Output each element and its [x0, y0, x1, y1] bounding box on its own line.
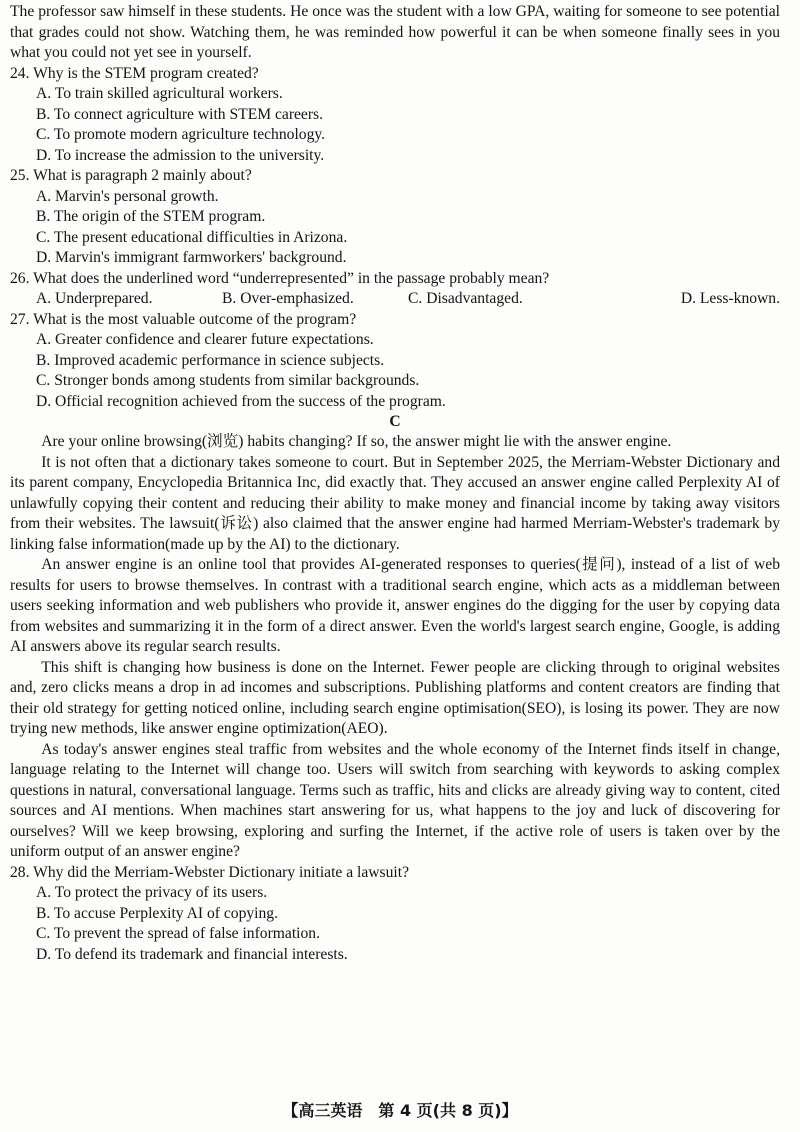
option-d: D. Official recognition achieved from the success of the program. [36, 392, 446, 410]
option-c: C. To prevent the spread of false information. [36, 925, 320, 942]
option-d: D. Less-known. [680, 290, 780, 307]
passage-paragraph: This shift is changing how business is done on the Internet. Fewer people are clicking through to original websites and, zero clicks means a drop in ad incomes and subscriptions. Publishing platforms and content creators are finding that their old strategy for getting noticed online, including search engine optimisation(SEO), is losing its power. They are now trying new methods, like answer engine optimization(AEO). [10, 658, 780, 737]
question-stem: 25. What is paragraph 2 mainly about? [10, 167, 252, 184]
section-heading: C [389, 413, 401, 430]
question-stem: 27. What is the most valuable outcome of the program? [10, 310, 357, 328]
option-d: D. To defend its trademark and financial interests. [36, 945, 348, 963]
option-a: A. Greater confidence and clearer future expectations. [36, 331, 374, 348]
passage-paragraph: It is not often that a dictionary takes someone to court. But in September 2025, the Merriam-Webster Dictionary and its parent company, Encyclopedia Britannica Inc, did exactly that. They accused an answer engine called Perplexity AI of unlawfully copying their content and reducing their ability to make money and financial income by taking away visitors from their websites. The lawsuit(诉讼) also claimed that the answer engine had harmed Merriam-Webster's trademark by linking false information(made up by the AI) to the dictionary. [10, 453, 780, 553]
question-28 [10, 863, 780, 966]
option-a: A. To protect the privacy of its users. [36, 884, 268, 901]
option-a: A. To train skilled agricultural workers. [36, 85, 283, 102]
option-b: B. Over-emphasized. [222, 290, 354, 307]
intro-paragraph: The professor saw himself in these students. He once was the student with a low GPA, waiting for someone to see potential that grades could not show. Watching them, he was reminded how powerful it can be when someone finally sees in you what you could not yet see in yourself. [10, 3, 780, 61]
page-footer: 【高三英语 第 4 页(共 8 页)】 [282, 1101, 518, 1120]
question-26 [10, 269, 780, 310]
passage-paragraph: As today's answer engines steal traffic from websites and the whole economy of the Internet finds itself in change, language relating to the Internet will change too. Users will switch from searching with keywords to asking complex questions in natural, conversational language. Terms such as traffic, hits and clicks are already giving way to content, cited sources and AI mentions. When machines start answering for us, what happens to the joy and luck of discovering for ourselves? Will we keep browsing, exploring and surfing the Internet, if the active role of users is taken over by the uniform output of an answer engine? [10, 740, 780, 860]
question-stem: 24. Why is the STEM program created? [10, 64, 259, 82]
option-b: B. To accuse Perplexity AI of copying. [36, 904, 279, 922]
option-c: C. To promote modern agriculture technology. [36, 126, 326, 143]
question-27 [10, 310, 780, 413]
option-d: D. To increase the admission to the university. [36, 146, 325, 164]
options-row [10, 289, 780, 310]
question-24 [10, 64, 780, 167]
option-b: B. The origin of the STEM program. [36, 208, 266, 225]
question-stem: 28. Why did the Merriam-Webster Dictionary initiate a lawsuit? [10, 863, 410, 881]
option-d: D. Marvin's immigrant farmworkers' background. [36, 249, 347, 266]
passage-paragraph: An answer engine is an online tool that provides AI-generated responses to queries(提问), instead of a list of web results for users to browse themselves. In contrast with a traditional search engine, which acts as a middleman between users seeking information and web publishers who provide it, answer engines do the digging for the user by copying data from websites and summarizing it in the form of a direct answer. Even the world's largest search engine, Google, is adding AI answers above its regular search results. [10, 556, 780, 655]
option-c: C. Stronger bonds among students from similar backgrounds. [36, 372, 420, 389]
question-stem: 26. What does the underlined word “underrepresented” in the passage probably mean? [10, 269, 550, 287]
option-a: A. Marvin's personal growth. [36, 187, 219, 205]
option-c: C. Disadvantaged. [408, 290, 523, 307]
question-25 [10, 166, 780, 269]
passage-paragraph: Are your online browsing(浏览) habits changing? If so, the answer might lie with the answer engine. [41, 433, 672, 450]
option-b: B. Improved academic performance in science subjects. [36, 351, 385, 369]
option-c: C. The present educational difficulties in Arizona. [36, 228, 348, 246]
option-b: B. To connect agriculture with STEM careers. [36, 105, 324, 123]
option-a: A. Underprepared. [36, 290, 153, 307]
